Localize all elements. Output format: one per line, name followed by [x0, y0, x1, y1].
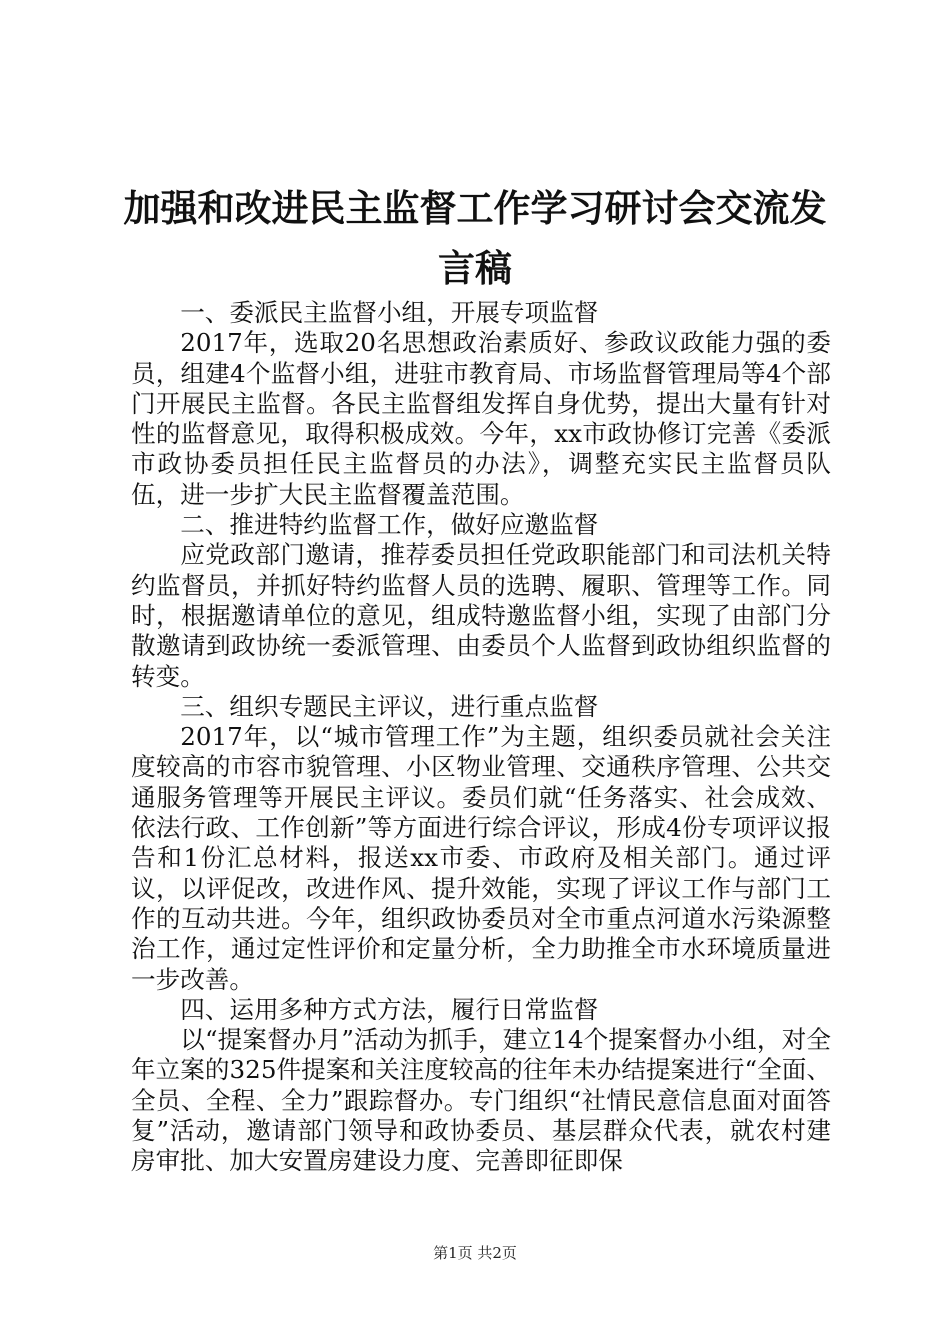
paragraph-2: 应党政部门邀请，推荐委员担任党政职能部门和司法机关特约监督员，并抓好特约监督人员的选聘、履职、管理等工作。同时，根据邀请单位的意见，组成特邀监督小组，实现了由部门分散邀请到政协统一委派管理、由委员个人监督到政协组织监督的转变。: [131, 540, 831, 691]
section-heading-1: 一、委派民主监督小组，开展专项监督: [180, 298, 599, 327]
paragraph-1: 2017年，选取20名思想政治素质好、参政议政能力强的委员，组建4个监督小组，进驻市教育局、市场监督管理局等4个部门开展民主监督。各民主监督组发挥自身优势，提出大量有针对性的监督意见，取得积极成效。今年，xx市政协修订完善《委派市政协委员担任民主监督员的办法》，调整充实民主监督员队伍，进一步扩大民主监督覆盖范围。: [131, 328, 831, 509]
document-title: 加强和改进民主监督工作学习研讨会交流发言稿: [123, 186, 827, 290]
section-heading-4: 四、运用多种方式方法，履行日常监督: [180, 994, 599, 1024]
document-body: [131, 298, 831, 1177]
paragraph-4: 以“提案督办月”活动为抓手，建立14个提案督办小组，对全年立案的325件提案和关注度较高的往年未办结提案进行“全面、全员、全程、全力”跟踪督办。专门组织“社情民意信息面对面答复”活动，邀请部门领导和政协委员、基层群众代表，就农村建房审批、加大安置房建设力度、完善即征即保: [131, 1025, 831, 1176]
section-heading-2: 二、推进特约监督工作，做好应邀监督: [180, 510, 599, 540]
paragraph-3: 2017年，以“城市管理工作”为主题，组织委员就社会关注度较高的市容市貌管理、小区物业管理、交通秩序管理、公共交通服务管理等开展民主评议。委员们就“任务落实、社会成效、依法行政、工作创新”等方面进行综合评议，形成4份专项评议报告和1份汇总材料，报送xx市委、市政府及相关部门。通过评议，以评促改，改进作风、提升效能，实现了评议工作与部门工作的互动共进。今年，组织政协委员对全市重点河道水污染源整治工作，通过定性评价和定量分析，全力助推全市水环境质量进一步改善。: [131, 722, 831, 994]
page-number-footer: 第1页 共2页: [433, 1244, 517, 1262]
section-heading-3: 三、组织专题民主评议，进行重点监督: [180, 691, 599, 721]
